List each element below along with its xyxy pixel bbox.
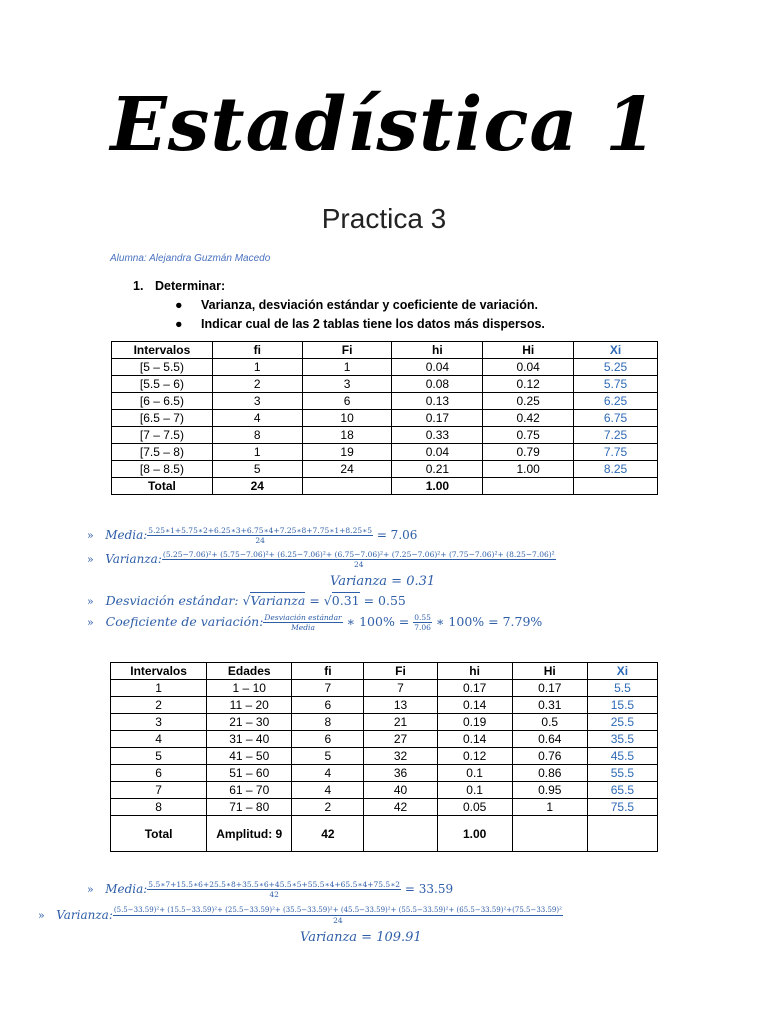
table-cell: 6 xyxy=(302,393,392,410)
table-cell: 1.00 xyxy=(483,461,574,478)
table-header-row xyxy=(111,663,658,680)
table-row xyxy=(112,393,658,410)
table-cell: 7 xyxy=(111,782,207,799)
total-cell xyxy=(512,816,587,852)
header-cell: fi xyxy=(292,663,364,680)
sqrt-argument: Varianza xyxy=(250,593,306,608)
header-cell: fi xyxy=(212,342,302,359)
header-cell: Xi xyxy=(587,663,657,680)
table-cell: 0.04 xyxy=(392,359,483,376)
fraction-numerator: (5.25−7.06)²+ (5.75−7.06)²+ (6.25−7.06)²+ (6.75−7.06)²+ (7.25−7.06)²+ (7.75−7.06)²+ (8.25−7.06)² xyxy=(162,550,555,559)
table-cell: 0.13 xyxy=(392,393,483,410)
table-cell: 0.76 xyxy=(512,748,587,765)
total-cell: 24 xyxy=(212,478,302,495)
coeficiente-formula-1 xyxy=(87,613,542,632)
instruction-bullet xyxy=(133,296,545,315)
table-cell: [7.5 – 8) xyxy=(112,444,213,461)
table-cell: 40 xyxy=(364,782,437,799)
table-cell: 0.08 xyxy=(392,376,483,393)
coeficiente-result: ∗ 100% = 7.79% xyxy=(435,614,543,629)
table-cell: 2 xyxy=(212,376,302,393)
fraction-numerator: Desviación estándar xyxy=(264,613,342,622)
varianza-fraction xyxy=(113,906,563,925)
table-cell: 0.5 xyxy=(512,714,587,731)
table-cell: 0.42 xyxy=(483,410,574,427)
instructions xyxy=(133,277,545,334)
table-cell: 4 xyxy=(292,765,364,782)
table-cell: [7 – 7.5) xyxy=(112,427,213,444)
table-row xyxy=(111,748,658,765)
table-row xyxy=(112,444,658,461)
varianza-fraction xyxy=(162,550,556,569)
table-cell: 0.14 xyxy=(437,697,512,714)
table-cell: 2 xyxy=(111,697,207,714)
table-cell: 0.86 xyxy=(512,765,587,782)
fraction-numerator: 5.25∗1+5.75∗2+6.25∗3+6.75∗4+7.25∗8+7.75∗1+8.25∗5 xyxy=(148,526,372,535)
student-name: Alumna: Alejandra Guzmán Macedo xyxy=(110,253,271,264)
table-cell: 0.04 xyxy=(392,444,483,461)
table-cell: 0.05 xyxy=(437,799,512,816)
table-cell: [5.5 – 6) xyxy=(112,376,213,393)
table-cell: 1 xyxy=(212,444,302,461)
header-cell: Edades xyxy=(207,663,292,680)
header-cell: Hi xyxy=(512,663,587,680)
header-cell: hi xyxy=(392,342,483,359)
document-subtitle: Practica 3 xyxy=(321,203,447,234)
table-cell: 4 xyxy=(292,782,364,799)
table-cell: 0.79 xyxy=(483,444,574,461)
table-cell: 0.19 xyxy=(437,714,512,731)
table-cell: 0.12 xyxy=(437,748,512,765)
table-cell: 2 xyxy=(292,799,364,816)
bullet-icon: » xyxy=(87,595,94,608)
media-result: = 7.06 xyxy=(376,528,418,542)
total-cell: Amplitud: 9 xyxy=(207,816,292,852)
coeficiente-fraction-values xyxy=(413,613,432,632)
table-cell: 0.1 xyxy=(437,765,512,782)
sqrt-argument: 0.31 xyxy=(331,593,360,608)
total-cell: 42 xyxy=(292,816,364,852)
instruction-bullet-text: Indicar cual de las 2 tablas tiene los datos más dispersos. xyxy=(201,317,545,331)
bullet-icon: » xyxy=(87,529,94,542)
fraction-numerator: 5.5∗7+15.5∗6+25.5∗8+35.5∗6+45.5∗5+55.5∗4+65.5∗4+75.5∗2 xyxy=(148,880,401,889)
table-cell: 8 xyxy=(111,799,207,816)
table-row xyxy=(111,697,658,714)
table-cell: 31 – 40 xyxy=(207,731,292,748)
frequency-table-2 xyxy=(110,662,658,852)
table-cell: 15.5 xyxy=(587,697,657,714)
table-cell: [6 – 6.5) xyxy=(112,393,213,410)
fraction-numerator: 0.55 xyxy=(414,613,431,622)
table-cell: 0.17 xyxy=(437,680,512,697)
total-cell: Total xyxy=(112,478,213,495)
table-cell: 21 – 30 xyxy=(207,714,292,731)
table-cell: 6.75 xyxy=(574,410,658,427)
table-cell: 11 – 20 xyxy=(207,697,292,714)
table-cell: 0.04 xyxy=(483,359,574,376)
instruction-bullet-text: Varianza, desviación estándar y coeficiente de variación. xyxy=(201,298,538,312)
table-cell: 0.21 xyxy=(392,461,483,478)
table-row xyxy=(112,410,658,427)
table-cell: 6.25 xyxy=(574,393,658,410)
table-cell: 32 xyxy=(364,748,437,765)
table-total-row xyxy=(112,478,658,495)
fraction-numerator: (5.5−33.59)²+ (15.5−33.59)²+ (25.5−33.59)²+ (35.5−33.59)²+ (45.5−33.59)²+ (55.5−33.59)²+ (65.5−33.59)²+(75.5−33.59)² xyxy=(113,906,562,914)
desviacion-formula-1 xyxy=(87,593,406,608)
table-cell: 0.14 xyxy=(437,731,512,748)
table-cell: [8 – 8.5) xyxy=(112,461,213,478)
table-cell: 4 xyxy=(111,731,207,748)
table-cell: 0.12 xyxy=(483,376,574,393)
table-cell: [6.5 – 7) xyxy=(112,410,213,427)
table-cell: 36 xyxy=(364,765,437,782)
table-cell: 71 – 80 xyxy=(207,799,292,816)
varianza-label: Varianza: xyxy=(56,908,113,922)
bullet-icon: » xyxy=(87,553,94,566)
header-cell: Fi xyxy=(302,342,392,359)
table-cell: 5.75 xyxy=(574,376,658,393)
table-cell: 8.25 xyxy=(574,461,658,478)
table-row xyxy=(112,461,658,478)
table-row xyxy=(111,765,658,782)
header-cell: hi xyxy=(437,663,512,680)
total-cell: Total xyxy=(111,816,207,852)
table-row xyxy=(112,376,658,393)
instruction-heading-line xyxy=(133,277,545,296)
header-cell: Hi xyxy=(483,342,574,359)
coeficiente-fraction xyxy=(263,613,342,632)
table-cell: 65.5 xyxy=(587,782,657,799)
table-row xyxy=(111,799,658,816)
bullet-icon: ● xyxy=(175,317,183,331)
media-label: Media: xyxy=(105,882,148,896)
varianza-result-2: Varianza = 109.91 xyxy=(300,930,422,945)
table-cell: 7.75 xyxy=(574,444,658,461)
table-row xyxy=(111,714,658,731)
table-cell: 55.5 xyxy=(587,765,657,782)
table-cell: 61 – 70 xyxy=(207,782,292,799)
document-title: Estadística 1 xyxy=(110,82,658,168)
table-cell: 5 xyxy=(212,461,302,478)
table-row xyxy=(112,359,658,376)
bullet-icon: ● xyxy=(175,298,183,312)
table-cell: 35.5 xyxy=(587,731,657,748)
table-row xyxy=(111,680,658,697)
total-cell xyxy=(483,478,574,495)
table-cell: 8 xyxy=(212,427,302,444)
table-cell: 1 xyxy=(212,359,302,376)
fraction-denominator: 42 xyxy=(269,890,279,899)
fraction-denominator: 7.06 xyxy=(414,623,431,632)
total-cell xyxy=(302,478,392,495)
total-cell xyxy=(574,478,658,495)
fraction-denominator: 24 xyxy=(333,916,343,925)
sqrt-icon: √ xyxy=(242,593,251,608)
fraction-denominator: 24 xyxy=(255,536,265,545)
total-cell xyxy=(364,816,437,852)
desviacion-result: = 0.55 xyxy=(363,593,406,608)
table-cell: 0.33 xyxy=(392,427,483,444)
total-cell xyxy=(587,816,657,852)
table-cell: 5.25 xyxy=(574,359,658,376)
table-cell: 1 xyxy=(512,799,587,816)
instruction-heading: Determinar: xyxy=(155,279,226,293)
table-row xyxy=(111,782,658,799)
bullet-icon: » xyxy=(38,909,45,922)
bullet-icon: » xyxy=(87,883,94,896)
table-cell: 19 xyxy=(302,444,392,461)
table-cell: 18 xyxy=(302,427,392,444)
desviacion-label: Desviación estándar: xyxy=(105,593,239,608)
varianza-label: Varianza: xyxy=(105,552,162,566)
table-cell: 27 xyxy=(364,731,437,748)
table-cell: 0.75 xyxy=(483,427,574,444)
table-header-row xyxy=(112,342,658,359)
varianza-result-1: Varianza = 0.31 xyxy=(330,574,436,589)
table-cell: 8 xyxy=(292,714,364,731)
media-fraction xyxy=(147,880,401,899)
fraction-denominator: 24 xyxy=(354,560,364,569)
bullet-icon: » xyxy=(87,616,94,629)
table-cell: 75.5 xyxy=(587,799,657,816)
table-cell: 25.5 xyxy=(587,714,657,731)
media-label: Media: xyxy=(105,528,148,542)
table-cell: 0.17 xyxy=(512,680,587,697)
header-cell: Intervalos xyxy=(111,663,207,680)
table-cell: 5 xyxy=(111,748,207,765)
table-cell: 7 xyxy=(364,680,437,697)
total-cell: 1.00 xyxy=(392,478,483,495)
table-row xyxy=(111,731,658,748)
instruction-number: 1. xyxy=(133,279,144,293)
table-cell: 21 xyxy=(364,714,437,731)
table-cell: 6 xyxy=(111,765,207,782)
table-cell: 0.1 xyxy=(437,782,512,799)
table-cell: 3 xyxy=(212,393,302,410)
table-cell: 3 xyxy=(111,714,207,731)
media-formula-2 xyxy=(87,880,453,899)
sqrt-icon: √ xyxy=(323,593,332,608)
table-cell: 5 xyxy=(292,748,364,765)
media-formula-1 xyxy=(87,526,417,545)
table-cell: 0.17 xyxy=(392,410,483,427)
coeficiente-multiplier: ∗ 100% = xyxy=(346,614,410,629)
fraction-denominator: Media xyxy=(291,623,315,632)
media-fraction xyxy=(147,526,373,545)
table-cell: [5 – 5.5) xyxy=(112,359,213,376)
table-cell: 6 xyxy=(292,697,364,714)
table-cell: 10 xyxy=(302,410,392,427)
varianza-formula-1 xyxy=(87,550,556,569)
table-cell: 51 – 60 xyxy=(207,765,292,782)
table-cell: 3 xyxy=(302,376,392,393)
table-cell: 45.5 xyxy=(587,748,657,765)
table-cell: 13 xyxy=(364,697,437,714)
table-cell: 0.31 xyxy=(512,697,587,714)
table-cell: 41 – 50 xyxy=(207,748,292,765)
table-cell: 1 xyxy=(111,680,207,697)
instruction-bullet xyxy=(133,315,545,334)
media-result: = 33.59 xyxy=(404,882,454,896)
table-cell: 0.64 xyxy=(512,731,587,748)
total-cell: 1.00 xyxy=(437,816,512,852)
table-row xyxy=(112,427,658,444)
table-cell: 7.25 xyxy=(574,427,658,444)
table-cell: 24 xyxy=(302,461,392,478)
table-cell: 42 xyxy=(364,799,437,816)
table-cell: 1 – 10 xyxy=(207,680,292,697)
table-cell: 7 xyxy=(292,680,364,697)
coeficiente-label: Coeficiente de variación: xyxy=(105,614,264,629)
header-cell: Intervalos xyxy=(112,342,213,359)
table-cell: 0.95 xyxy=(512,782,587,799)
table-cell: 4 xyxy=(212,410,302,427)
header-cell: Xi xyxy=(574,342,658,359)
table-cell: 6 xyxy=(292,731,364,748)
header-cell: Fi xyxy=(364,663,437,680)
frequency-table-1 xyxy=(111,341,658,495)
table-cell: 0.25 xyxy=(483,393,574,410)
table-total-row xyxy=(111,816,658,852)
equals-sign: = xyxy=(309,593,320,608)
table-cell: 5.5 xyxy=(587,680,657,697)
table-cell: 1 xyxy=(302,359,392,376)
varianza-formula-2 xyxy=(38,906,563,925)
